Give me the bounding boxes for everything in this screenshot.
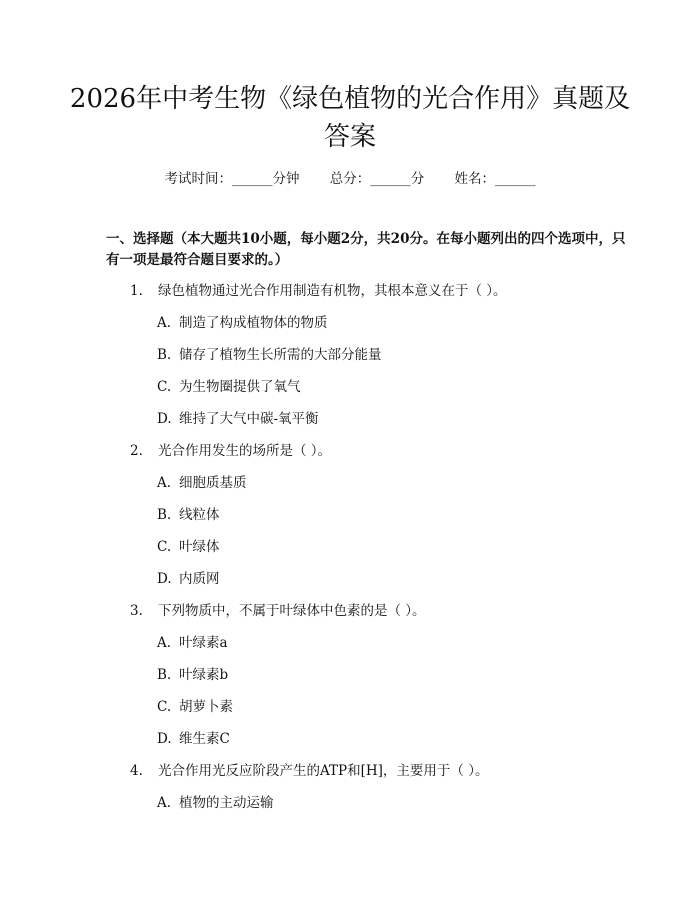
option-letter: B. (157, 347, 172, 363)
question-text: 光合作用发生的场所是（ ）。 (158, 443, 332, 459)
option-2c (157, 537, 220, 557)
option-text: 维生素C (179, 731, 230, 747)
option-letter: A. (157, 795, 172, 811)
option-4a (157, 793, 274, 813)
question-number: 1. (130, 283, 143, 299)
option-text: 线粒体 (179, 507, 220, 523)
option-letter: D. (157, 411, 172, 427)
question-number: 3. (130, 603, 143, 619)
question-3 (130, 601, 426, 621)
option-2b (157, 505, 220, 525)
option-letter: A. (157, 635, 172, 651)
question-2 (130, 441, 331, 461)
option-text: 细胞质基质 (179, 475, 247, 491)
option-letter: C. (157, 379, 172, 395)
option-1b (157, 345, 382, 365)
option-text: 胡萝卜素 (179, 699, 233, 715)
question-text: 光合作用光反应阶段产生的ATP和[H]，主要用于（ ）。 (158, 763, 489, 779)
exam-score: 总分：______分 (329, 171, 425, 187)
option-letter: C. (157, 539, 172, 555)
option-letter: B. (157, 667, 172, 683)
option-letter: D. (157, 731, 172, 747)
option-letter: A. (157, 475, 172, 491)
option-3d (157, 729, 230, 749)
option-1c (157, 377, 301, 397)
option-text: 储存了植物生长所需的大部分能量 (179, 347, 382, 363)
question-text: 绿色植物通过光合作用制造有机物，其根本意义在于（ ）。 (158, 283, 507, 299)
option-letter: B. (157, 507, 172, 523)
option-1d (157, 409, 319, 429)
option-text: 叶绿素a (179, 635, 228, 651)
option-text: 植物的主动运输 (179, 795, 274, 811)
option-3a (157, 633, 228, 653)
option-text: 维持了大气中碳-氧平衡 (179, 411, 319, 427)
option-letter: A. (157, 315, 172, 331)
section-heading: 一、选择题（本大题共10小题，每小题2分，共20分。在每小题列出的四个选项中，只有一项是最符合题目要求的。） (106, 231, 626, 268)
option-text: 内质网 (179, 571, 220, 587)
option-text: 叶绿体 (179, 539, 220, 555)
option-text: 为生物圈提供了氧气 (179, 379, 301, 395)
exam-info (0, 169, 700, 189)
question-text: 下列物质中，不属于叶绿体中色素的是（ ）。 (158, 603, 426, 619)
option-1a (157, 313, 328, 333)
question-4 (130, 761, 488, 781)
question-number: 4. (130, 763, 143, 779)
option-text: 叶绿素b (179, 667, 229, 683)
document-title: 2026年中考生物《绿色植物的光合作用》真题及答案 (69, 84, 631, 152)
option-3b (157, 665, 228, 685)
option-2a (157, 473, 247, 493)
option-letter: C. (157, 699, 172, 715)
exam-name: 姓名：______ (454, 171, 536, 187)
question-1 (130, 281, 507, 301)
option-2d (157, 569, 220, 589)
question-number: 2. (130, 443, 143, 459)
exam-time: 考试时间：______分钟 (164, 171, 300, 187)
option-letter: D. (157, 571, 172, 587)
option-3c (157, 697, 233, 717)
option-text: 制造了构成植物体的物质 (179, 315, 328, 331)
